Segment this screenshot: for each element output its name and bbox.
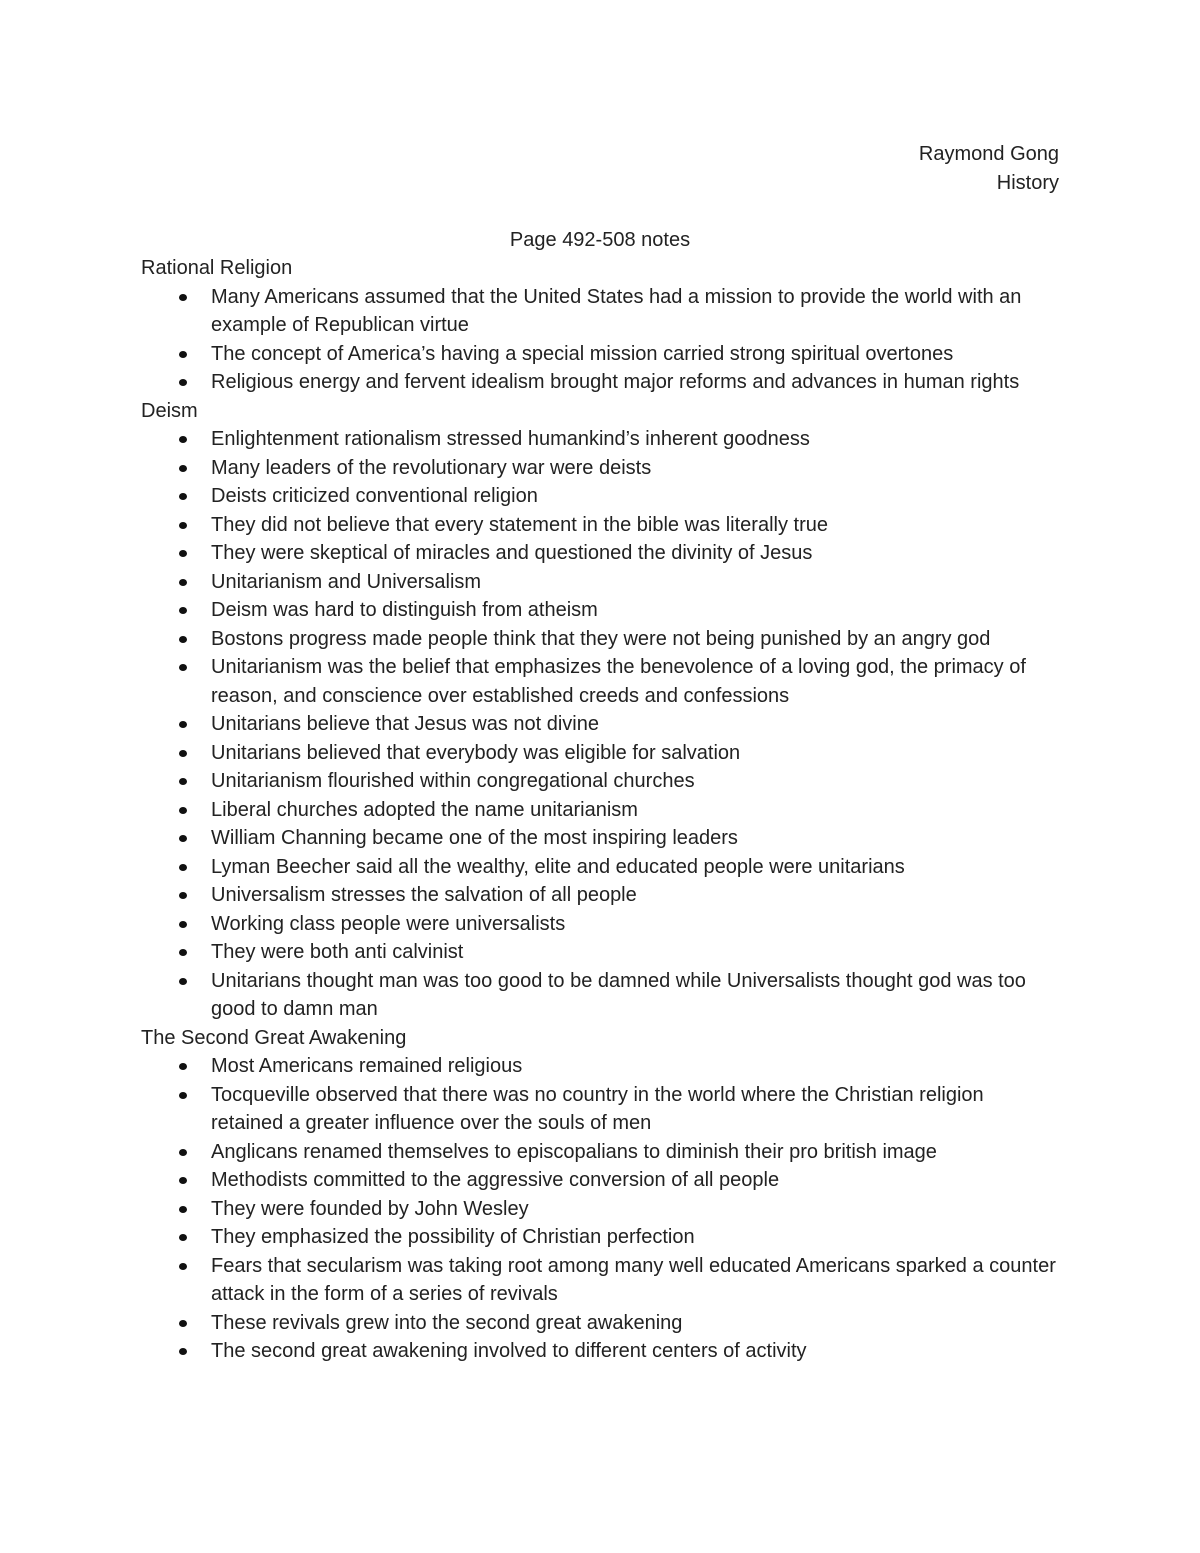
bullet-icon [179,1063,187,1070]
list-item-text: Bostons progress made people think that they were not being punished by an angry god [211,627,991,650]
list-item-text: Anglicans renamed themselves to episcopalians to diminish their pro british image [211,1140,937,1163]
bullet-icon [179,750,187,757]
bullet-icon [179,1149,187,1156]
author-name: Raymond Gong [918,143,1059,165]
list-item [141,425,1061,454]
bullet-list [141,425,1061,1024]
list-item [141,1166,1061,1195]
list-item [141,511,1061,540]
bullet-icon [179,1177,187,1184]
list-item-text: Unitarianism flourished within congregational churches [211,770,695,792]
bullet-list [141,1052,1061,1366]
list-item-text: Liberal churches adopted the name unitarianism [211,798,638,821]
bullet-icon [179,465,187,472]
list-item-text: Many Americans assumed that the United States had a mission to provide the world with an example of Republican virtue [211,285,1022,336]
list-item-text: Unitarians believed that everybody was eligible for salvation [211,741,741,764]
section-heading: The Second Great Awakening [141,1026,407,1049]
list-item [141,283,1061,340]
list-item-text: Religious energy and fervent idealism brought major reforms and advances in human rights [211,371,1020,393]
section-deism [141,397,1061,1024]
bullet-icon [179,294,187,301]
list-item [141,853,1061,882]
list-item-text: They emphasized the possibility of Christian perfection [211,1226,695,1248]
page-title: Page 492-508 notes [509,229,691,251]
section-second-great-awakening [141,1024,1061,1366]
bullet-icon [179,493,187,500]
list-item-text: Unitarians believe that Jesus was not divine [211,713,599,735]
list-item [141,1223,1061,1252]
list-item [141,368,1061,397]
list-item [141,1309,1061,1338]
list-item-text: Lyman Beecher said all the wealthy, elite and educated people were unitarians [211,855,905,878]
list-item [141,1195,1061,1224]
list-item-text: Enlightenment rationalism stressed humankind’s inherent goodness [211,428,810,450]
bullet-icon [179,778,187,785]
list-item [141,767,1061,796]
list-item-text: Tocqueville observed that there was no country in the world where the Christian religion retained a greater influence over the souls of men [211,1083,984,1134]
list-item [141,967,1061,1024]
list-item [141,1337,1061,1366]
list-item-text: They were founded by John Wesley [211,1197,529,1220]
bullet-icon [179,892,187,899]
list-item [141,482,1061,511]
notes-body [141,254,1061,1366]
list-item [141,824,1061,853]
list-item [141,340,1061,369]
bullet-icon [179,1348,187,1355]
bullet-icon [179,921,187,928]
list-item [141,1052,1061,1081]
bullet-icon [179,978,187,985]
list-item-text: They did not believe that every statement in the bible was literally true [211,513,828,536]
list-item-text: Unitarians thought man was too good to be damned while Universalists thought god was too good to damn man [211,969,1026,1020]
list-item [141,796,1061,825]
list-item-text: The second great awakening involved to different centers of activity [211,1340,807,1362]
bullet-icon [179,1092,187,1099]
list-item [141,1081,1061,1138]
list-item [141,539,1061,568]
subject-name: History [996,171,1059,194]
list-item-text: Fears that secularism was taking root among many well educated Americans sparked a counter attack in the form of a series of revivals [211,1254,1056,1305]
bullet-icon [179,522,187,529]
bullet-icon [179,436,187,443]
list-item [141,596,1061,625]
bullet-icon [179,550,187,557]
bullet-icon [179,864,187,871]
bullet-icon [179,379,187,386]
section-heading: Rational Religion [141,257,293,279]
bullet-icon [179,1234,187,1241]
list-item [141,710,1061,739]
section-rational-religion [141,254,1061,397]
list-item [141,938,1061,967]
list-item [141,653,1061,710]
list-item-text: They were both anti calvinist [211,941,464,963]
list-item-text: Universalism stresses the salvation of all people [211,884,637,906]
document-header [919,140,1059,197]
list-item [141,454,1061,483]
bullet-list [141,283,1061,397]
bullet-icon [179,1320,187,1327]
list-item-text: Unitarianism was the belief that emphasizes the benevolence of a loving god, the primacy of reason, and conscience over established creeds and confessions [211,656,1026,707]
bullet-icon [179,721,187,728]
bullet-icon [179,807,187,814]
list-item-text: These revivals grew into the second great awakening [211,1311,683,1334]
list-item [141,568,1061,597]
bullet-icon [179,664,187,671]
list-item [141,910,1061,939]
section-heading: Deism [141,399,198,422]
list-item-text: Deism was hard to distinguish from atheism [211,599,598,621]
list-item-text: Deists criticized conventional religion [211,485,538,507]
bullet-icon [179,835,187,842]
list-item-text: The concept of America’s having a special mission carried strong spiritual overtones [211,342,954,365]
list-item [141,1252,1061,1309]
list-item [141,739,1061,768]
list-item-text: Many leaders of the revolutionary war were deists [211,456,652,479]
list-item-text: William Channing became one of the most inspiring leaders [211,827,738,849]
list-item [141,625,1061,654]
bullet-icon [179,1206,187,1213]
bullet-icon [179,351,187,358]
list-item-text: Methodists committed to the aggressive conversion of all people [211,1169,780,1191]
bullet-icon [179,607,187,614]
bullet-icon [179,949,187,956]
list-item-text: Unitarianism and Universalism [211,570,482,593]
bullet-icon [179,579,187,586]
list-item [141,1138,1061,1167]
list-item [141,881,1061,910]
list-item-text: Most Americans remained religious [211,1055,523,1077]
bullet-icon [179,636,187,643]
list-item-text: Working class people were universalists [211,912,566,935]
list-item-text: They were skeptical of miracles and questioned the divinity of Jesus [211,542,813,564]
bullet-icon [179,1263,187,1270]
